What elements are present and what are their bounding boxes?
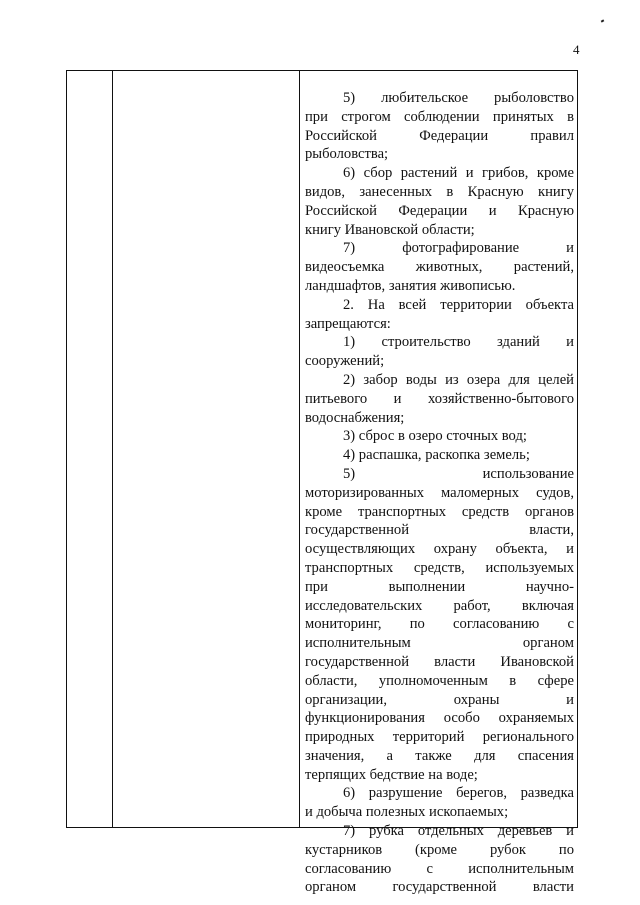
text-line: транспортных средств, используемых — [305, 559, 574, 576]
text-line: кроме транспортных средств органов — [305, 503, 574, 520]
scan-speck — [601, 19, 605, 22]
text-line: 2) забор воды из озера для целей — [343, 371, 574, 388]
text-line: моторизированных маломерных судов, — [305, 484, 574, 501]
text-line: согласованию с исполнительным — [305, 860, 574, 877]
text-line: 7) рубка отдельных деревьев и — [343, 823, 574, 840]
text-line: 5) любительское рыболовство — [343, 90, 574, 106]
text-line: запрещаются: — [305, 315, 391, 332]
text-line: водоснабжения; — [305, 409, 405, 426]
text-line: 6) сбор растений и грибов, кроме — [343, 165, 574, 182]
page-number: 4 — [573, 42, 580, 57]
text-line: организации, охраны и — [305, 691, 574, 708]
text-line: органом государственной власти — [305, 879, 574, 896]
text-line: 4) распашка, раскопка земель; — [343, 447, 530, 464]
text-line: питьевого и хозяйственно-бытового — [305, 390, 574, 407]
text-line: функционирования особо охраняемых — [305, 710, 574, 727]
text-line: кустарников (кроме рубок по — [305, 841, 574, 858]
text-line: 3) сброс в озеро сточных вод; — [343, 428, 527, 445]
text-line: при строгом соблюдении принятых в — [305, 108, 574, 125]
text-line: исследовательских работ, включая — [305, 597, 574, 614]
text-line: видеосъемка животных, растений, — [305, 259, 574, 276]
table-cell-text — [305, 89, 574, 897]
text-line: 6) разрушение берегов, разведка — [343, 785, 574, 802]
text-line: осуществляющих охрану объекта, и — [305, 541, 574, 558]
column-divider — [299, 71, 300, 827]
text-line: мониторинг, по согласованию с — [305, 616, 574, 633]
text-line: государственной власти Ивановской — [305, 653, 574, 670]
document-table — [66, 70, 578, 896]
text-line: Российской Федерации правил — [305, 127, 574, 144]
text-line: и добыча полезных ископаемых; — [305, 804, 509, 821]
text-line: Российской Федерации и Красную — [305, 202, 574, 219]
text-line: видов, занесенных в Красную книгу — [305, 183, 574, 200]
text-line: 2. На всей территории объекта — [343, 296, 574, 313]
text-line: рыболовства; — [305, 146, 389, 163]
text-line: терпящих бедствие на воде; — [305, 766, 478, 783]
text-line: книгу Ивановской области; — [305, 221, 475, 238]
text-line: области, уполномоченным в сфере — [305, 672, 574, 689]
text-line: значения, а также для спасения — [305, 747, 574, 764]
text-line: 7) фотографирование и — [343, 240, 574, 257]
text-line: исполнительным органом — [305, 635, 574, 652]
text-line: государственной власти, — [305, 522, 574, 539]
text-line: природных территорий регионального — [305, 729, 574, 746]
column-divider — [112, 71, 113, 827]
text-line: 1) строительство зданий и — [343, 334, 574, 351]
text-line: ландшафтов, занятия живописью. — [305, 277, 516, 294]
text-line: сооружений; — [305, 353, 385, 370]
text-line: 5) использование — [343, 465, 574, 482]
text-line: при выполнении научно- — [305, 578, 574, 595]
